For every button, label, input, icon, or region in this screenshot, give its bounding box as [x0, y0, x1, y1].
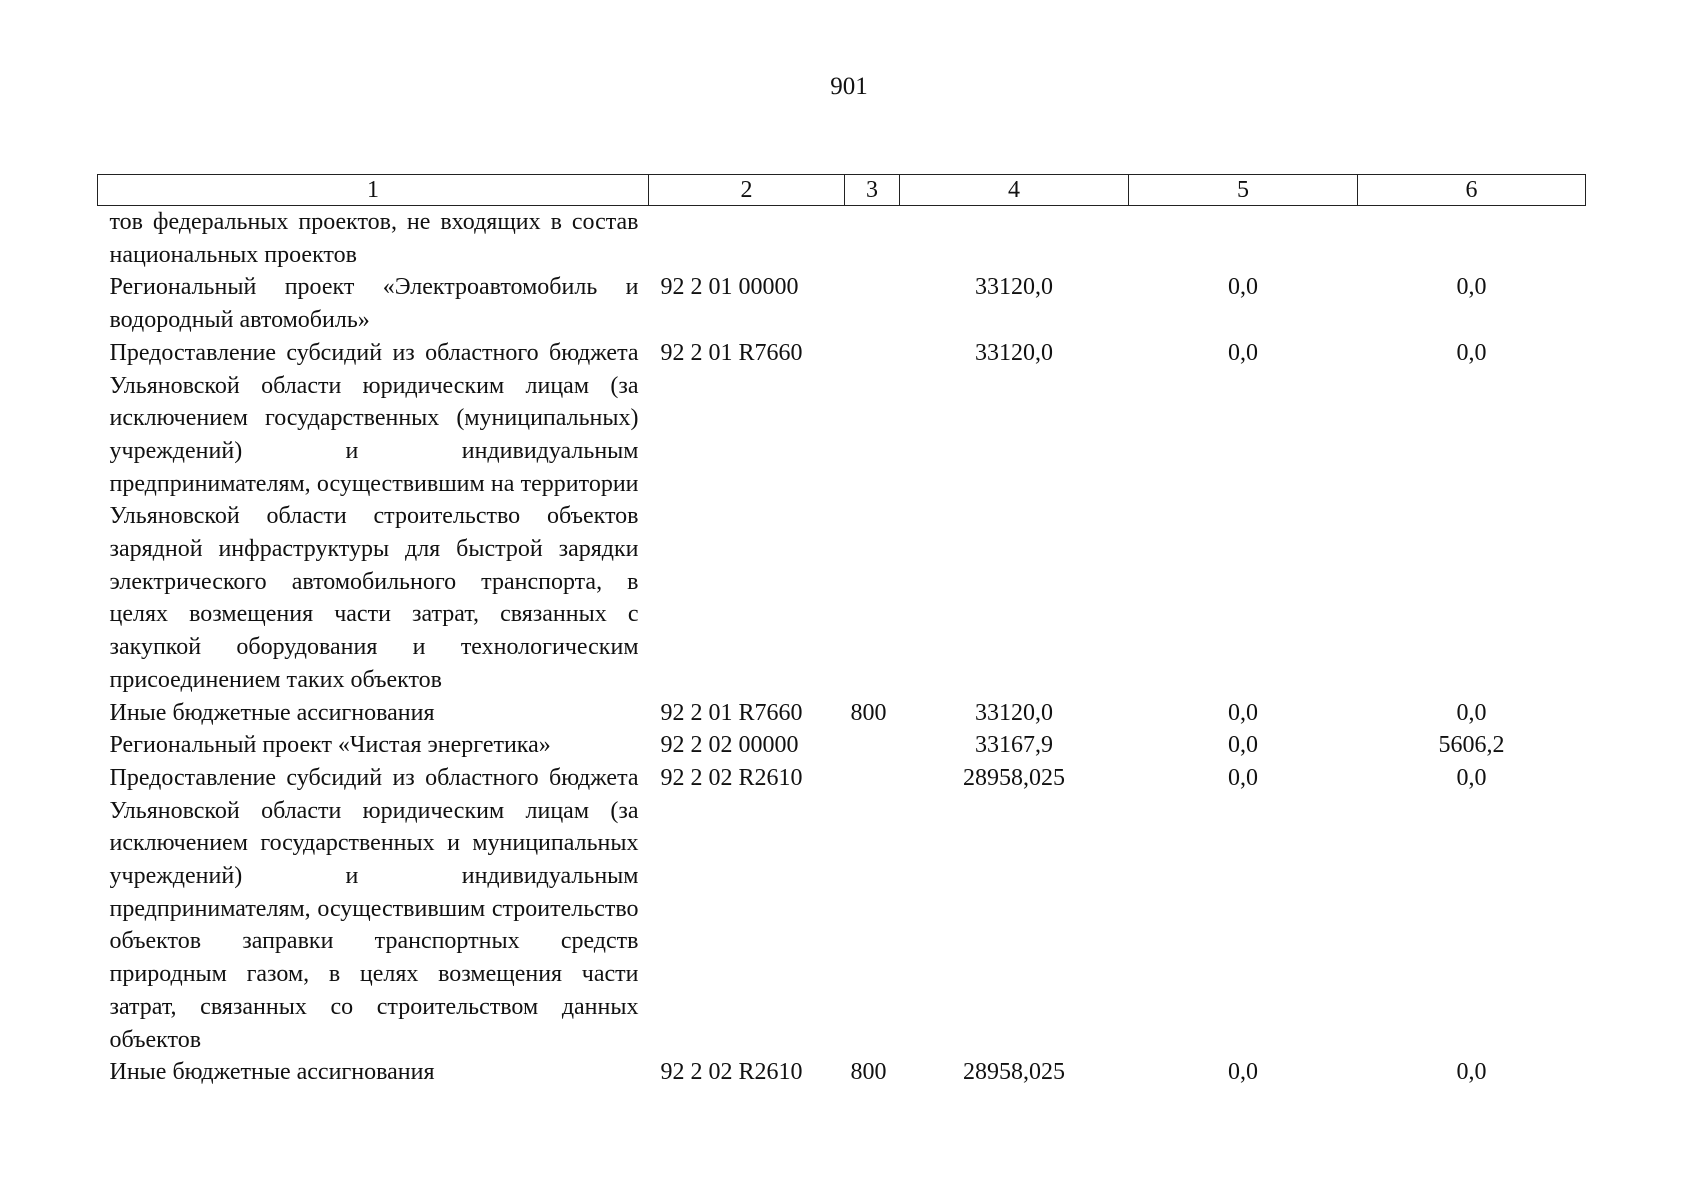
row-value-4: 33120,0	[975, 339, 1053, 366]
row-value-5: 0,0	[1228, 699, 1258, 726]
row-code: 92 2 02 R2610	[660, 1059, 803, 1086]
row-value-5	[1129, 206, 1358, 272]
budget-table	[97, 174, 1586, 1089]
table-row	[98, 1056, 1586, 1089]
row-name: Региональный проект «Чистая энергетика»	[109, 732, 551, 759]
column-header: 2	[649, 175, 845, 206]
row-value-4	[900, 206, 1129, 272]
table-row	[98, 762, 1586, 1056]
row-value-6: 0,0	[1456, 764, 1487, 791]
row-code: 92 2 01 R7660	[660, 699, 803, 726]
header-row	[98, 175, 1586, 206]
table-row	[98, 271, 1586, 336]
row-name: тов федеральных проектов, не входящих в состав национальных проектов	[109, 209, 639, 268]
row-value-6: 0,0	[1456, 274, 1487, 301]
column-header: 1	[98, 175, 649, 206]
row-value-6: 0,0	[1456, 339, 1487, 366]
row-type: 800	[850, 1059, 887, 1086]
row-value-5: 0,0	[1228, 732, 1258, 759]
column-header: 3	[845, 175, 900, 206]
row-code: 92 2 02 R2610	[660, 764, 803, 791]
row-value-5: 0,0	[1228, 764, 1258, 791]
row-code	[649, 206, 845, 272]
row-value-4: 28958,025	[963, 764, 1065, 791]
row-value-6: 0,0	[1456, 699, 1487, 726]
row-value-5: 0,0	[1228, 339, 1258, 366]
row-type	[845, 206, 900, 272]
table-row	[98, 206, 1586, 272]
row-name: Иные бюджетные ассигнования	[109, 1059, 435, 1086]
column-header: 5	[1129, 175, 1358, 206]
row-type	[845, 762, 900, 1056]
row-value-6: 5606,2	[1438, 732, 1505, 759]
row-type	[845, 271, 900, 336]
row-name: Предоставление субсидий из областного бюджета Ульяновской области юридическим лицам (за исключением государственных и муниципальных учреждений) и индивидуальным предпринимателям, осуществившим строительство объектов заправки транспортных средств природным газом, в целях возмещения части затрат, связанных со строительством данных объектов	[109, 764, 639, 1053]
table-row	[98, 729, 1586, 762]
row-value-5: 0,0	[1228, 274, 1258, 301]
page-number: 901	[830, 73, 868, 100]
row-type: 800	[850, 699, 887, 726]
table-row	[98, 337, 1586, 697]
column-header: 6	[1358, 175, 1586, 206]
row-value-6	[1358, 206, 1586, 272]
column-header: 4	[900, 175, 1129, 206]
row-code: 92 2 01 R7660	[660, 339, 803, 366]
row-name: Региональный проект «Электроавтомобиль и водородный автомобиль»	[109, 274, 639, 334]
row-type	[845, 729, 900, 762]
row-value-4: 28958,025	[963, 1059, 1065, 1086]
table-row	[98, 697, 1586, 730]
row-name: Предоставление субсидий из областного бюджета Ульяновской области юридическим лицам (за исключением государственных (муниципальных) учреждений) и индивидуальным предпринимателям, осуществившим на территории Ульяновской области строительство объектов зарядной инфраструктуры для быстрой зарядки электрического автомобильного транспорта, в целях возмещения части затрат, связанных с закупкой оборудования и технологическим присоединением таких объектов	[109, 339, 639, 693]
row-type	[845, 337, 900, 697]
row-code: 92 2 01 00000	[660, 274, 799, 301]
row-value-4: 33120,0	[975, 274, 1053, 301]
row-value-4: 33167,9	[975, 732, 1053, 759]
row-value-6: 0,0	[1456, 1059, 1487, 1086]
row-name: Иные бюджетные ассигнования	[109, 699, 435, 726]
row-value-4: 33120,0	[975, 699, 1053, 726]
row-value-5: 0,0	[1228, 1059, 1258, 1086]
row-code: 92 2 02 00000	[660, 732, 799, 759]
